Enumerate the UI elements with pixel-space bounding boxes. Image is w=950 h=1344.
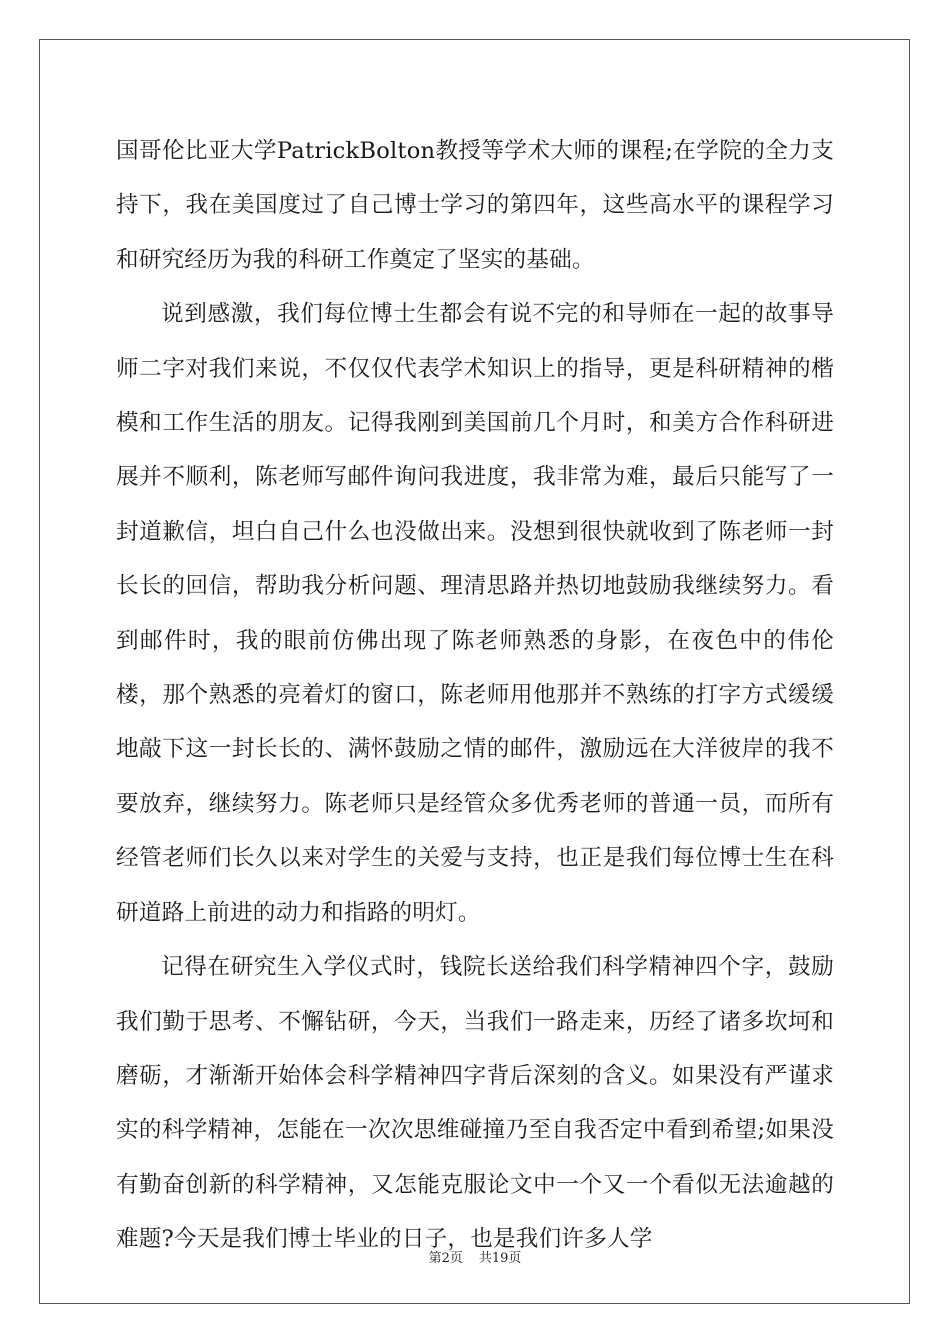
paragraph-3: 记得在研究生入学仪式时，钱院长送给我们科学精神四个字，鼓励我们勤于思考、不懈钻研，今天，当我们一路走来，历经了诸多坎坷和磨砺，才渐渐开始体会科学精神四字背后深刻的含义。如果没有严谨求实的科学精神，怎能在一次次思维碰撞乃至自我否定中看到希望;如果没有勤奋创新的科学精神，又怎能克服论文中一个又一个看似无法逾越的难题?今天是我们博士毕业的日子，也是我们许多人学 (116, 954, 834, 1253)
document-body (116, 124, 834, 1267)
page-number: 第2页 (428, 1251, 463, 1266)
page-footer (0, 1247, 950, 1266)
paragraph-1: 国哥伦比亚大学PatrickBolton教授等学术大师的课程;在学院的全力支持下，我在美国度过了自己博士学习的第四年，这些高水平的课程学习和研究经历为我的科研工作奠定了坚实的基础。 (116, 138, 834, 273)
paragraph-2: 说到感激，我们每位博士生都会有说不完的和导师在一起的故事导师二字对我们来说，不仅仅代表学术知识上的指导，更是科研精神的楷模和工作生活的朋友。记得我刚到美国前几个月时，和美方合作科研进展并不顺利，陈老师写邮件询问我进度，我非常为难，最后只能写了一封道歉信，坦白自己什么也没做出来。没想到很快就收到了陈老师一封长长的回信，帮助我分析问题、理清思路并热切地鼓励我继续努力。看到邮件时，我的眼前仿佛出现了陈老师熟悉的身影，在夜色中的伟伦楼，那个熟悉的亮着灯的窗口，陈老师用他那并不熟练的打字方式缓缓地敲下这一封长长的、满怀鼓励之情的邮件，激励远在大洋彼岸的我不要放弃，继续努力。陈老师只是经管众多优秀老师的普通一员，而所有经管老师们长久以来对学生的关爱与支持，也正是我们每位博士生在科研道路上前进的动力和指路的明灯。 (116, 301, 834, 926)
page-total: 共19页 (478, 1251, 522, 1266)
